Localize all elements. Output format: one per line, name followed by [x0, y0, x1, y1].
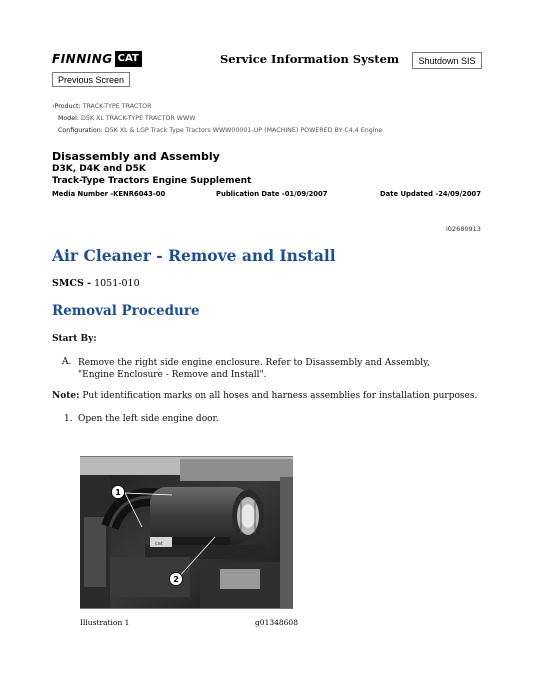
- cat-decal-text: cat: [155, 541, 163, 547]
- page-title: Air Cleaner - Remove and Install: [52, 246, 336, 265]
- note-text: Put identification marks on all hoses and harness assemblies for installation purposes.: [82, 391, 478, 401]
- cat-logo-badge: CAT: [115, 51, 142, 67]
- product-value: TRACK-TYPE TRACTOR: [82, 103, 152, 110]
- document-models: D3K, D4K and D5K: [52, 164, 146, 174]
- model-label: Model:: [58, 115, 80, 122]
- step-1-marker: 1.: [64, 414, 73, 424]
- reference-id: i02680913: [446, 225, 481, 233]
- publication-date: Publication Date -01/09/2007: [216, 190, 328, 198]
- document-heading: Disassembly and Assembly: [52, 150, 220, 163]
- start-by-label: Start By:: [52, 334, 97, 344]
- document-supplement: Track-Type Tractors Engine Supplement: [52, 176, 252, 186]
- product-line: [52, 103, 152, 110]
- callout-2-label: 2: [173, 575, 179, 584]
- callout-1-label: 1: [115, 488, 121, 497]
- configuration-line: [58, 127, 382, 134]
- system-title: Service Information System: [220, 52, 400, 66]
- back-chevron-icon[interactable]: ‹: [52, 103, 55, 110]
- date-updated: Date Updated -24/09/2007: [380, 190, 482, 198]
- illustration-id: g01348608: [255, 618, 298, 627]
- model-value: D5K XL TRACK-TYPE TRACTOR WWW: [81, 115, 196, 122]
- illustration-caption: Illustration 1: [80, 618, 130, 627]
- configuration-label: Configuration:: [58, 127, 103, 134]
- step-a-text: Remove the right side engine enclosure. Refer to Disassembly and Assembly, "Engine Enclosure - Remove and Install".: [78, 358, 430, 380]
- step-a-marker: A.: [62, 357, 72, 367]
- shutdown-sis-button[interactable]: Shutdown SIS: [412, 52, 482, 69]
- engine-photo: [80, 457, 293, 608]
- configuration-value: D5K XL & LGP Track Type Tractors WWW00001-UP (MACHINE) POWERED BY C4.4 Engine: [104, 127, 383, 134]
- smcs-code: [52, 278, 140, 289]
- air-cleaner-illustration: [80, 456, 293, 609]
- section-title: Removal Procedure: [52, 303, 200, 319]
- finning-logo-text: FINNING: [52, 52, 113, 66]
- model-line: [58, 115, 195, 122]
- previous-screen-button[interactable]: Previous Screen: [52, 72, 130, 87]
- step-1-text: Open the left side engine door.: [78, 414, 219, 424]
- smcs-value: 1051-010: [94, 278, 140, 289]
- finning-cat-logo: [52, 50, 142, 68]
- product-label: Product:: [54, 103, 81, 110]
- note-label: Note:: [52, 391, 80, 401]
- note: [52, 391, 482, 401]
- media-number: Media Number -KENR6043-00: [52, 190, 166, 198]
- smcs-label: SMCS -: [52, 278, 92, 289]
